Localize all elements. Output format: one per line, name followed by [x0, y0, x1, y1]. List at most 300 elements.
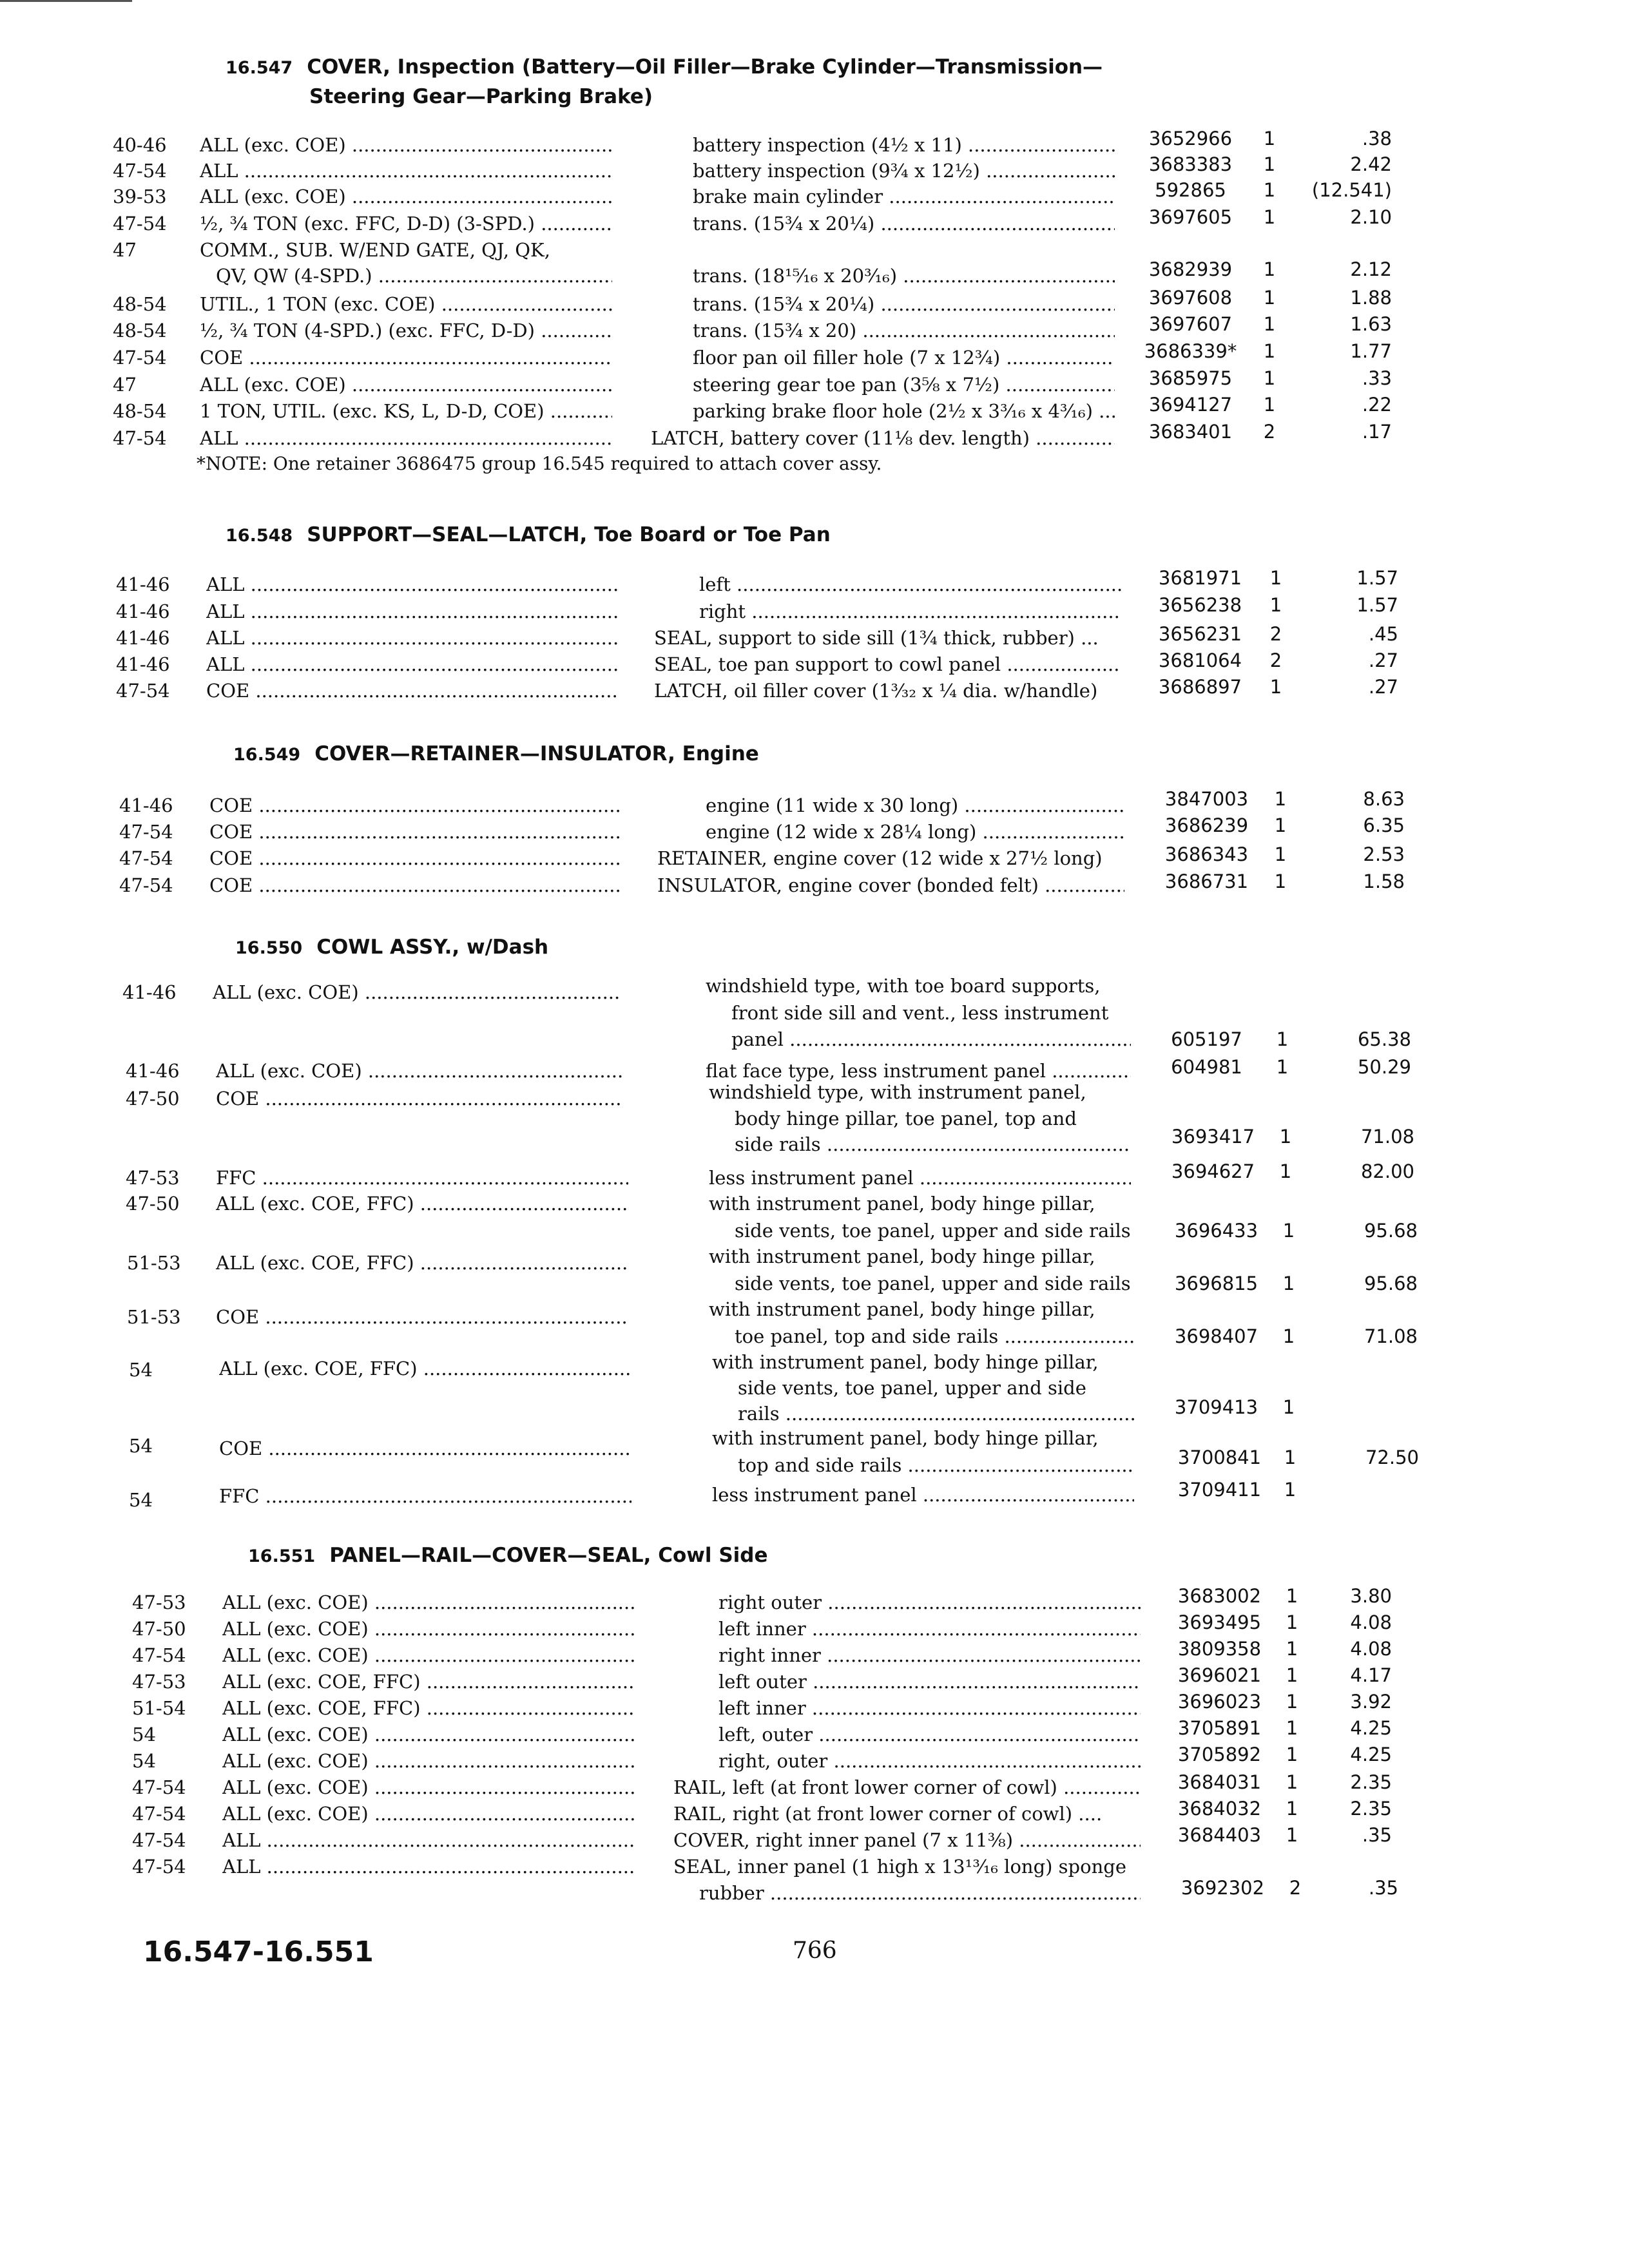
quantity: 1 — [1274, 870, 1287, 892]
description: RAIL, left (at front lower corner of cowl) ..... — [673, 1774, 1141, 1800]
years: 47-54 — [132, 1803, 186, 1825]
price: 1.77 — [1350, 340, 1392, 362]
section-title-line1: COVER, Inspection (Battery—Oil Filler—Brake Cylinder—Transmission— — [307, 55, 1103, 79]
price: 3.92 — [1350, 1691, 1392, 1713]
description: INSULATOR, engine cover (bonded felt) ..... — [657, 872, 1124, 898]
model: ALL ..... — [200, 158, 612, 184]
description: RETAINER, engine cover (12 wide x 27½ long) — [657, 847, 1103, 869]
part-number: 3683002 — [1177, 1585, 1262, 1607]
description: left outer ..... — [718, 1669, 1141, 1695]
description: right, outer ..... — [718, 1748, 1141, 1774]
model: COE ..... — [216, 1086, 622, 1111]
price: 95.68 — [1364, 1220, 1418, 1242]
years: 47-54 — [132, 1856, 186, 1878]
quantity: 2 — [1263, 421, 1276, 443]
model: COE ..... — [209, 845, 622, 871]
table-row — [0, 625, 1629, 651]
model: COE ..... — [209, 872, 622, 898]
model: COE ..... — [206, 678, 619, 704]
model: ALL ..... — [206, 599, 619, 624]
description: trans. (15¾ x 20¼) ..... — [693, 211, 1115, 236]
price: 1.63 — [1350, 313, 1392, 335]
years: 47-53 — [132, 1671, 186, 1693]
model-continued: QV, QW (4-SPD.) ..... — [216, 263, 612, 289]
part-number: 3698407 — [1174, 1325, 1258, 1347]
price: 2.35 — [1350, 1798, 1392, 1820]
quantity: 1 — [1263, 367, 1276, 389]
model: ½, ¾ TON (exc. FFC, D-D) (3-SPD.) ..... — [200, 211, 612, 236]
section-number: 16.547 — [226, 58, 293, 78]
years: 41-46 — [116, 573, 170, 595]
model: ALL (exc. COE) ..... — [213, 979, 619, 1005]
section-title — [226, 521, 1192, 550]
description: floor pan oil filler hole (7 x 12¾) ..... — [693, 345, 1115, 370]
part-number: 605197 — [1171, 1028, 1242, 1050]
model: ALL (exc. COE) ..... — [222, 1642, 635, 1668]
quantity: 1 — [1282, 1273, 1295, 1294]
section-title — [248, 1541, 1215, 1571]
quantity: 1 — [1279, 1160, 1292, 1182]
part-number: 3696023 — [1177, 1691, 1262, 1713]
price: 4.17 — [1350, 1664, 1392, 1686]
quantity: 1 — [1263, 179, 1276, 201]
quantity: 1 — [1276, 1056, 1289, 1078]
description: left inner ..... — [718, 1616, 1141, 1642]
years: 47-54 — [116, 680, 170, 702]
years: 47-54 — [132, 1644, 186, 1666]
description: battery inspection (4½ x 11) ..... — [693, 132, 1115, 158]
years: 47-54 — [113, 427, 167, 449]
model: 1 TON, UTIL. (exc. KS, L, D-D, COE) ..... — [200, 398, 612, 424]
model: ALL (exc. COE, FFC) ..... — [219, 1356, 631, 1381]
description: trans. (15¾ x 20) ..... — [693, 318, 1115, 343]
model: ALL (exc. COE) ..... — [222, 1748, 635, 1774]
price: .45 — [1368, 623, 1398, 645]
description: trans. (18¹⁵⁄₁₆ x 20³⁄₁₆) ..... — [693, 263, 1115, 289]
part-number: 3683401 — [1148, 421, 1233, 443]
model: ALL (exc. COE) ..... — [222, 1722, 635, 1747]
price: 1.88 — [1350, 287, 1392, 309]
price: 65.38 — [1357, 1028, 1411, 1050]
description: flat face type, less instrument panel ..... — [706, 1058, 1131, 1084]
table-row — [0, 678, 1629, 704]
description: SEAL, inner panel (1 high x 13¹³⁄₁₆ long) sponge — [673, 1856, 1126, 1878]
price: 3.80 — [1350, 1585, 1392, 1607]
part-number: 3686731 — [1164, 870, 1249, 892]
quantity: 1 — [1263, 128, 1276, 149]
table-row-continued — [0, 1323, 1629, 1349]
description: LATCH, battery cover (11⅛ dev. length) ..... — [651, 425, 1115, 451]
quantity: 1 — [1286, 1824, 1298, 1846]
years: 41-46 — [119, 794, 173, 816]
part-number: 3684032 — [1177, 1798, 1262, 1820]
price: 50.29 — [1357, 1056, 1411, 1078]
top-rule — [0, 0, 132, 2]
table-row-continued — [0, 1000, 1629, 1026]
part-number: 3709413 — [1174, 1396, 1258, 1418]
price: 72.50 — [1365, 1446, 1419, 1468]
quantity: 1 — [1263, 153, 1276, 175]
part-number: 3685975 — [1148, 367, 1233, 389]
quantity: 1 — [1269, 567, 1282, 589]
model: COE ..... — [216, 1304, 628, 1330]
quantity: 1 — [1286, 1798, 1298, 1820]
price: .35 — [1368, 1877, 1398, 1899]
section-title — [235, 933, 1202, 963]
model: ALL ..... — [206, 651, 619, 677]
table-row-continued — [0, 1218, 1629, 1244]
section-title — [226, 53, 1192, 111]
table-row-continued — [0, 1396, 1629, 1427]
price: 4.25 — [1350, 1744, 1392, 1765]
description: trans. (15¾ x 20¼) ..... — [693, 291, 1115, 317]
years: 54 — [129, 1489, 153, 1511]
description: left inner ..... — [718, 1695, 1141, 1721]
description: brake main cylinder ..... — [693, 184, 1115, 209]
price: .27 — [1368, 676, 1398, 698]
model: ALL (exc. COE) ..... — [216, 1058, 622, 1084]
price: 2.35 — [1350, 1771, 1392, 1793]
table-row — [0, 421, 1629, 451]
quantity: 1 — [1286, 1585, 1298, 1607]
years: 47-53 — [132, 1591, 186, 1613]
quantity: 1 — [1263, 340, 1276, 362]
table-row — [0, 872, 1629, 898]
description-continued: body hinge pillar, toe panel, top and — [735, 1108, 1077, 1129]
model: COE ..... — [209, 819, 622, 845]
price: 2.10 — [1350, 206, 1392, 228]
part-number: 3686897 — [1158, 676, 1242, 698]
description: with instrument panel, body hinge pillar, — [709, 1298, 1095, 1320]
table-row — [0, 1349, 1629, 1381]
part-number: 3656231 — [1158, 623, 1242, 645]
section-title-line1: COVER—RETAINER—INSULATOR, Engine — [314, 742, 759, 765]
description: LATCH, oil filler cover (1³⁄₃₂ x ¼ dia. w/handle) — [654, 680, 1098, 702]
part-number: 3696433 — [1174, 1220, 1258, 1242]
model: ALL ..... — [222, 1827, 635, 1853]
quantity: 1 — [1286, 1664, 1298, 1686]
description: with instrument panel, body hinge pillar, — [709, 1193, 1095, 1215]
footnote: *NOTE: One retainer 3686475 group 16.545 required to attach cover assy. — [197, 453, 882, 474]
model: ALL (exc. COE, FFC) ..... — [222, 1669, 635, 1695]
years: 47-54 — [132, 1776, 186, 1798]
description: windshield type, with instrument panel, — [709, 1081, 1086, 1103]
years: 41-46 — [122, 981, 177, 1003]
part-number: 604981 — [1171, 1056, 1242, 1078]
table-row — [0, 1479, 1629, 1511]
years: 47-54 — [113, 213, 167, 235]
model: ALL ..... — [206, 572, 619, 597]
model: ALL (exc. COE) ..... — [200, 184, 612, 209]
description: right inner ..... — [718, 1642, 1141, 1668]
part-number: 3697607 — [1148, 313, 1233, 335]
description: windshield type, with toe board supports, — [706, 975, 1101, 997]
model: COE ..... — [219, 1436, 631, 1461]
description-continued: toe panel, top and side rails ..... — [735, 1323, 1134, 1349]
quantity: 1 — [1286, 1638, 1298, 1660]
description: engine (11 wide x 30 long) ..... — [706, 793, 1124, 818]
model: ALL (exc. COE) ..... — [222, 1774, 635, 1800]
quantity: 1 — [1269, 594, 1282, 616]
quantity: 1 — [1286, 1691, 1298, 1713]
table-row — [0, 1244, 1629, 1274]
table-row-continued — [0, 1375, 1629, 1401]
quantity: 2 — [1269, 623, 1282, 645]
price: 71.08 — [1364, 1325, 1418, 1347]
part-number: 3694627 — [1171, 1160, 1255, 1182]
model: ALL (exc. COE) ..... — [222, 1616, 635, 1642]
part-number: 3686239 — [1164, 814, 1249, 836]
years: 54 — [132, 1724, 156, 1745]
quantity: 1 — [1286, 1611, 1298, 1633]
years: 47-54 — [119, 847, 173, 869]
years: 47-50 — [126, 1088, 180, 1110]
quantity: 1 — [1263, 206, 1276, 228]
model: ALL (exc. COE) ..... — [200, 132, 612, 158]
years: 47-50 — [126, 1193, 180, 1215]
model: ALL ..... — [200, 425, 612, 451]
years: 47-54 — [113, 160, 167, 182]
model: UTIL., 1 TON (exc. COE) ..... — [200, 291, 612, 317]
description: battery inspection (9¾ x 12½) ..... — [693, 158, 1115, 184]
part-number: 3692302 — [1181, 1877, 1265, 1899]
section-number: 16.550 — [235, 938, 303, 958]
section-title-line2: Steering Gear—Parking Brake) — [309, 85, 653, 108]
price: .38 — [1362, 128, 1392, 149]
part-number: 3700841 — [1177, 1446, 1262, 1468]
quantity: 1 — [1282, 1396, 1295, 1418]
table-row-continued — [0, 1026, 1629, 1052]
description-continued: side vents, toe panel, upper and side rails — [735, 1273, 1131, 1294]
part-number: 3693495 — [1177, 1611, 1262, 1633]
description: left ..... — [699, 572, 1121, 597]
description: right ..... — [699, 599, 1121, 624]
price: 1.57 — [1356, 594, 1398, 616]
years: 47-54 — [113, 347, 167, 369]
price: 2.42 — [1350, 153, 1392, 175]
description: engine (12 wide x 28¼ long) ..... — [706, 819, 1124, 845]
description-continued: side rails ..... — [735, 1131, 1131, 1157]
years: 51-53 — [127, 1306, 181, 1328]
years: 51-53 — [127, 1252, 181, 1274]
model: ALL ..... — [222, 1854, 635, 1879]
years: 54 — [132, 1750, 156, 1772]
part-number: 3809358 — [1177, 1638, 1262, 1660]
table-row — [0, 1296, 1629, 1328]
model: ½, ¾ TON (4-SPD.) (exc. FFC, D-D) ..... — [200, 318, 612, 343]
model: COE ..... — [200, 345, 612, 370]
quantity: 1 — [1263, 313, 1276, 335]
part-number: 3684031 — [1177, 1771, 1262, 1793]
section-number: 16.551 — [248, 1546, 316, 1566]
price: 4.25 — [1350, 1717, 1392, 1739]
price: .17 — [1362, 421, 1392, 443]
model: ALL ..... — [206, 625, 619, 651]
years: 48-54 — [113, 293, 167, 315]
quantity: 1 — [1263, 258, 1276, 280]
part-number: 3705892 — [1177, 1744, 1262, 1765]
quantity: 1 — [1282, 1220, 1295, 1242]
part-number: 3697608 — [1148, 287, 1233, 309]
years: 47-53 — [126, 1167, 180, 1189]
description-continued: panel ..... — [731, 1026, 1131, 1052]
table-row-continued — [0, 1877, 1629, 1906]
quantity: 1 — [1276, 1028, 1289, 1050]
part-number: 592865 — [1155, 179, 1226, 201]
section-title-line1: PANEL—RAIL—COVER—SEAL, Cowl Side — [329, 1544, 768, 1567]
quantity: 1 — [1263, 394, 1276, 416]
years: 39-53 — [113, 186, 167, 207]
years: 47 — [113, 239, 137, 261]
model: ALL (exc. COE, FFC) ..... — [216, 1191, 628, 1216]
part-number: 3693417 — [1171, 1126, 1255, 1148]
section-title-line1: SUPPORT—SEAL—LATCH, Toe Board or Toe Pan — [307, 523, 831, 546]
part-number: 3696815 — [1174, 1273, 1258, 1294]
quantity: 2 — [1269, 649, 1282, 671]
page-number: 766 — [793, 1937, 837, 1964]
years: 54 — [129, 1435, 153, 1457]
section-title — [233, 740, 1200, 769]
section-number: 16.548 — [226, 526, 293, 546]
part-number: 3697605 — [1148, 206, 1233, 228]
price: 4.08 — [1350, 1611, 1392, 1633]
page-range-footer: 16.547-16.551 — [143, 1936, 374, 1968]
model: ALL (exc. COE, FFC) ..... — [216, 1250, 628, 1276]
description: with instrument panel, body hinge pillar, — [709, 1245, 1095, 1267]
years: 47-50 — [132, 1618, 186, 1640]
table-row — [0, 651, 1629, 677]
part-number: 3694127 — [1148, 394, 1233, 416]
quantity: 1 — [1263, 287, 1276, 309]
quantity: 1 — [1269, 676, 1282, 698]
years: 48-54 — [113, 400, 167, 422]
table-row-continued — [0, 1271, 1629, 1296]
part-number: 3686339* — [1144, 340, 1237, 362]
years: 54 — [129, 1359, 153, 1381]
price: .27 — [1368, 649, 1398, 671]
description: right outer ..... — [718, 1590, 1141, 1615]
price: .35 — [1362, 1824, 1392, 1846]
quantity: 1 — [1286, 1717, 1298, 1739]
price: .33 — [1362, 367, 1392, 389]
part-number: 3686343 — [1164, 843, 1249, 865]
model: COMM., SUB. W/END GATE, QJ, QK, — [200, 239, 550, 261]
description: RAIL, right (at front lower corner of cowl) .... — [673, 1803, 1103, 1825]
price: 95.68 — [1364, 1273, 1418, 1294]
years: 47-54 — [119, 821, 173, 843]
description-continued: side vents, toe panel, upper and side — [738, 1377, 1086, 1399]
description: SEAL, support to side sill (1¾ thick, rubber) ... — [654, 627, 1099, 649]
years: 41-46 — [116, 627, 170, 649]
description-continued: side vents, toe panel, upper and side rails — [735, 1220, 1131, 1242]
quantity: 1 — [1284, 1446, 1296, 1468]
price: 82.00 — [1360, 1160, 1414, 1182]
model: ALL (exc. COE) ..... — [222, 1590, 635, 1615]
table-row — [0, 206, 1629, 236]
description: with instrument panel, body hinge pillar, — [712, 1351, 1099, 1373]
quantity: 1 — [1282, 1325, 1295, 1347]
section-title-line1: COWL ASSY., w/Dash — [316, 936, 549, 959]
years: 47-54 — [132, 1829, 186, 1851]
years: 41-46 — [116, 601, 170, 622]
price: 8.63 — [1363, 788, 1405, 810]
part-number: 3705891 — [1177, 1717, 1262, 1739]
description-continued: rails ..... — [738, 1401, 1134, 1427]
table-row — [0, 1191, 1629, 1216]
part-number: 3656238 — [1158, 594, 1242, 616]
description: parking brake floor hole (2½ x 3³⁄₁₆ x 4³⁄₁₆) ..... — [693, 398, 1115, 424]
price: 2.12 — [1350, 258, 1392, 280]
quantity: 1 — [1284, 1479, 1296, 1501]
description: left, outer ..... — [718, 1722, 1141, 1747]
quantity: 2 — [1289, 1877, 1302, 1899]
price: 2.53 — [1363, 843, 1405, 865]
quantity: 1 — [1274, 788, 1287, 810]
price: .22 — [1362, 394, 1392, 416]
price: 71.08 — [1360, 1126, 1414, 1148]
model: ALL (exc. COE) ..... — [222, 1801, 635, 1827]
description: COVER, right inner panel (7 x 11⅜) ..... — [673, 1827, 1141, 1853]
description-continued: rubber ..... — [699, 1880, 1141, 1906]
table-row — [0, 845, 1629, 871]
price: 6.35 — [1363, 814, 1405, 836]
description-continued: front side sill and vent., less instrument — [731, 1002, 1109, 1024]
part-number: 3696021 — [1177, 1664, 1262, 1686]
quantity: 1 — [1286, 1744, 1298, 1765]
part-number: 3652966 — [1148, 128, 1233, 149]
years: 41-46 — [116, 653, 170, 675]
model: FFC ..... — [216, 1165, 628, 1191]
description: less instrument panel ..... — [709, 1165, 1131, 1191]
price: 4.08 — [1350, 1638, 1392, 1660]
price: 1.57 — [1356, 567, 1398, 589]
price: (12.541) — [1311, 179, 1392, 201]
description: less instrument panel ..... — [712, 1482, 1134, 1508]
part-number: 3681064 — [1158, 649, 1242, 671]
part-number: 3681971 — [1158, 567, 1242, 589]
section-number: 16.549 — [233, 745, 301, 765]
years: 40-46 — [113, 134, 167, 156]
model: COE ..... — [209, 793, 622, 818]
description: with instrument panel, body hinge pillar, — [712, 1427, 1099, 1449]
quantity: 1 — [1274, 814, 1287, 836]
table-row — [0, 814, 1629, 845]
model: FFC ..... — [219, 1483, 631, 1509]
table-row-continued — [0, 1126, 1629, 1157]
model: ALL (exc. COE) ..... — [200, 372, 612, 398]
part-number: 3684403 — [1177, 1824, 1262, 1846]
years: 41-46 — [126, 1060, 180, 1082]
description-continued: top and side rails ..... — [738, 1452, 1134, 1478]
table-row — [0, 594, 1629, 624]
part-number: 3683383 — [1148, 153, 1233, 175]
quantity: 1 — [1279, 1126, 1292, 1148]
quantity: 1 — [1286, 1771, 1298, 1793]
years: 47-54 — [119, 874, 173, 896]
part-number: 3682939 — [1148, 258, 1233, 280]
quantity: 1 — [1274, 843, 1287, 865]
price: 1.58 — [1363, 870, 1405, 892]
years: 47 — [113, 374, 137, 396]
description: SEAL, toe pan support to cowl panel ..... — [654, 651, 1121, 677]
table-row — [0, 1160, 1629, 1191]
part-number: 3847003 — [1164, 788, 1249, 810]
part-number: 3709411 — [1177, 1479, 1262, 1501]
table-row — [0, 1824, 1629, 1853]
description: steering gear toe pan (3⅝ x 7½) ..... — [693, 372, 1115, 398]
years: 51-54 — [132, 1697, 186, 1719]
model: ALL (exc. COE, FFC) ..... — [222, 1695, 635, 1721]
